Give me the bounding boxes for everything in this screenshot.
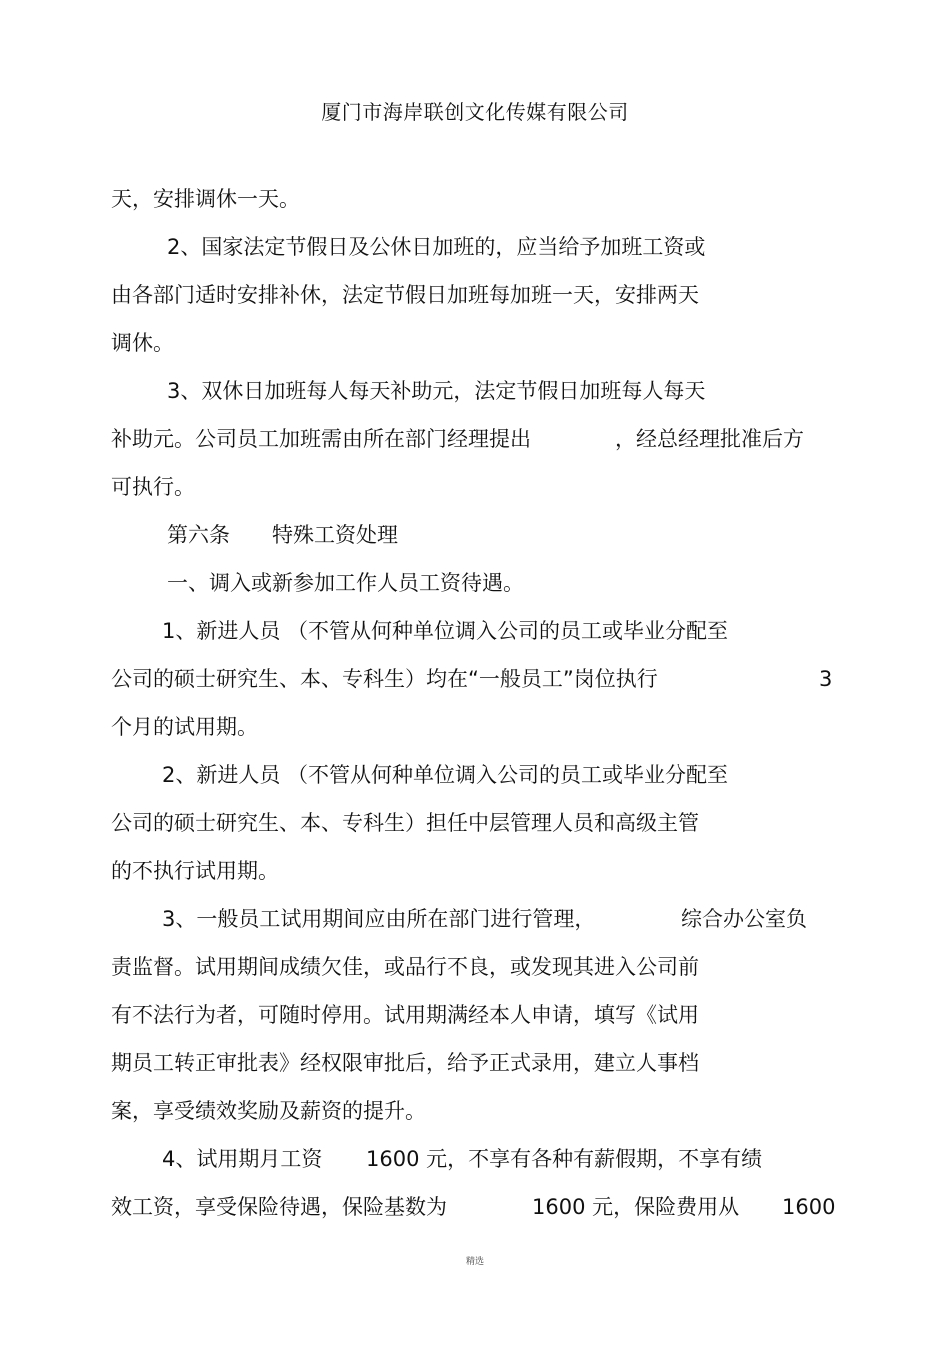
body-line-22c: 1600 bbox=[782, 1195, 836, 1219]
body-line-22b: 1600 元，保险费用从 bbox=[532, 1195, 740, 1219]
body-line-11b: 3 bbox=[819, 667, 833, 691]
body-line-17: 责监督。试用期间成绩欠佳，或品行不良，或发现其进入公司前 bbox=[111, 955, 699, 979]
body-line-10: 1、新进人员 （不管从何种单位调入公司的员工或毕业分配至 bbox=[162, 619, 729, 643]
section-heading: 一、调入或新参加工作人员工资待遇。 bbox=[167, 571, 524, 595]
body-line-16b: 综合办公室负 bbox=[681, 907, 807, 931]
body-line-14: 公司的硕士研究生、本、专科生）担任中层管理人员和高级主管 bbox=[111, 811, 699, 835]
body-line-20: 案，享受绩效奖励及薪资的提升。 bbox=[111, 1099, 426, 1123]
body-line-1: 天，安排调休一天。 bbox=[111, 187, 300, 211]
body-line-2: 2、国家法定节假日及公休日加班的，应当给予加班工资或 bbox=[167, 235, 706, 259]
article-number: 第六条 bbox=[167, 523, 230, 547]
body-line-15: 的不执行试用期。 bbox=[111, 859, 279, 883]
article-title: 特殊工资处理 bbox=[272, 523, 398, 547]
body-line-5: 3、双休日加班每人每天补助元，法定节假日加班每人每天 bbox=[167, 379, 706, 403]
body-line-16a: 3、一般员工试用期间应由所在部门进行管理， bbox=[162, 907, 596, 931]
footer-mark: 精选 bbox=[465, 1257, 484, 1267]
body-line-21a: 4、试用期月工资 bbox=[162, 1147, 323, 1171]
body-line-6a: 补助元。公司员工加班需由所在部门经理提出 bbox=[111, 427, 531, 451]
body-line-22a: 效工资，享受保险待遇，保险基数为 bbox=[111, 1195, 447, 1219]
body-line-13: 2、新进人员 （不管从何种单位调入公司的员工或毕业分配至 bbox=[162, 763, 729, 787]
body-line-12: 个月的试用期。 bbox=[111, 715, 258, 739]
company-header: 厦门市海岸联创文化传媒有限公司 bbox=[321, 100, 629, 124]
body-line-4: 调休。 bbox=[111, 331, 174, 355]
body-line-3: 由各部门适时安排补休，法定节假日加班每加班一天，安排两天 bbox=[111, 283, 699, 307]
body-line-11a: 公司的硕士研究生、本、专科生）均在“一般员工”岗位执行 bbox=[111, 667, 658, 691]
body-line-6b: ，经总经理批准后方 bbox=[615, 427, 804, 451]
body-line-19: 期员工转正审批表》经权限审批后，给予正式录用，建立人事档 bbox=[111, 1051, 699, 1075]
body-line-7: 可执行。 bbox=[111, 475, 195, 499]
body-line-21b: 1600 元，不享有各种有薪假期，不享有绩 bbox=[366, 1147, 763, 1171]
body-line-18: 有不法行为者，可随时停用。试用期满经本人申请，填写《试用 bbox=[111, 1003, 699, 1027]
